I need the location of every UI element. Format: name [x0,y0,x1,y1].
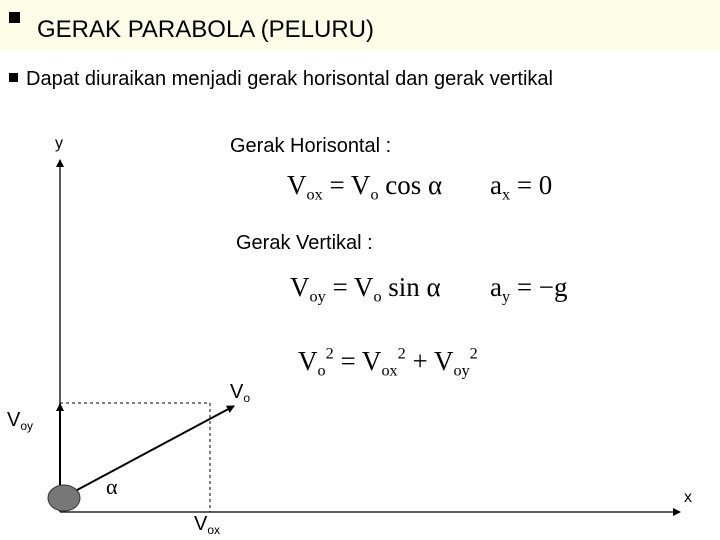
voy-label: $V_{oy}$ [7,409,34,434]
y-axis-label: y [55,135,63,152]
vo-label: $V_o$ [230,381,251,406]
vox-equation: $V_{ox} = V_o$ cos α [287,170,443,204]
ay-equation: $a_y = -g$ [490,272,568,306]
ax-equation: $a_x = 0$ [490,170,553,204]
vo-vector [64,406,234,497]
voy-equation: $V_{oy} = V_o$ sin α [290,272,441,306]
page-title: GERAK PARABOLA (PELURU) [37,16,374,43]
intro-text: Dapat diuraikan menjadi gerak horisontal dan gerak vertikal [26,68,553,90]
ball-icon [48,485,80,511]
x-axis-label: x [684,489,692,506]
horizontal-motion-heading: Gerak Horisontal : [230,135,392,157]
vo-magnitude-equation: $V_o^2 = V_{ox}^2 + V_{oy}^2$ [298,344,478,380]
vox-label: $V_{ox}$ [194,513,221,538]
vertical-motion-heading: Gerak Vertikal : [236,232,373,254]
angle-alpha-label: α [106,474,118,499]
